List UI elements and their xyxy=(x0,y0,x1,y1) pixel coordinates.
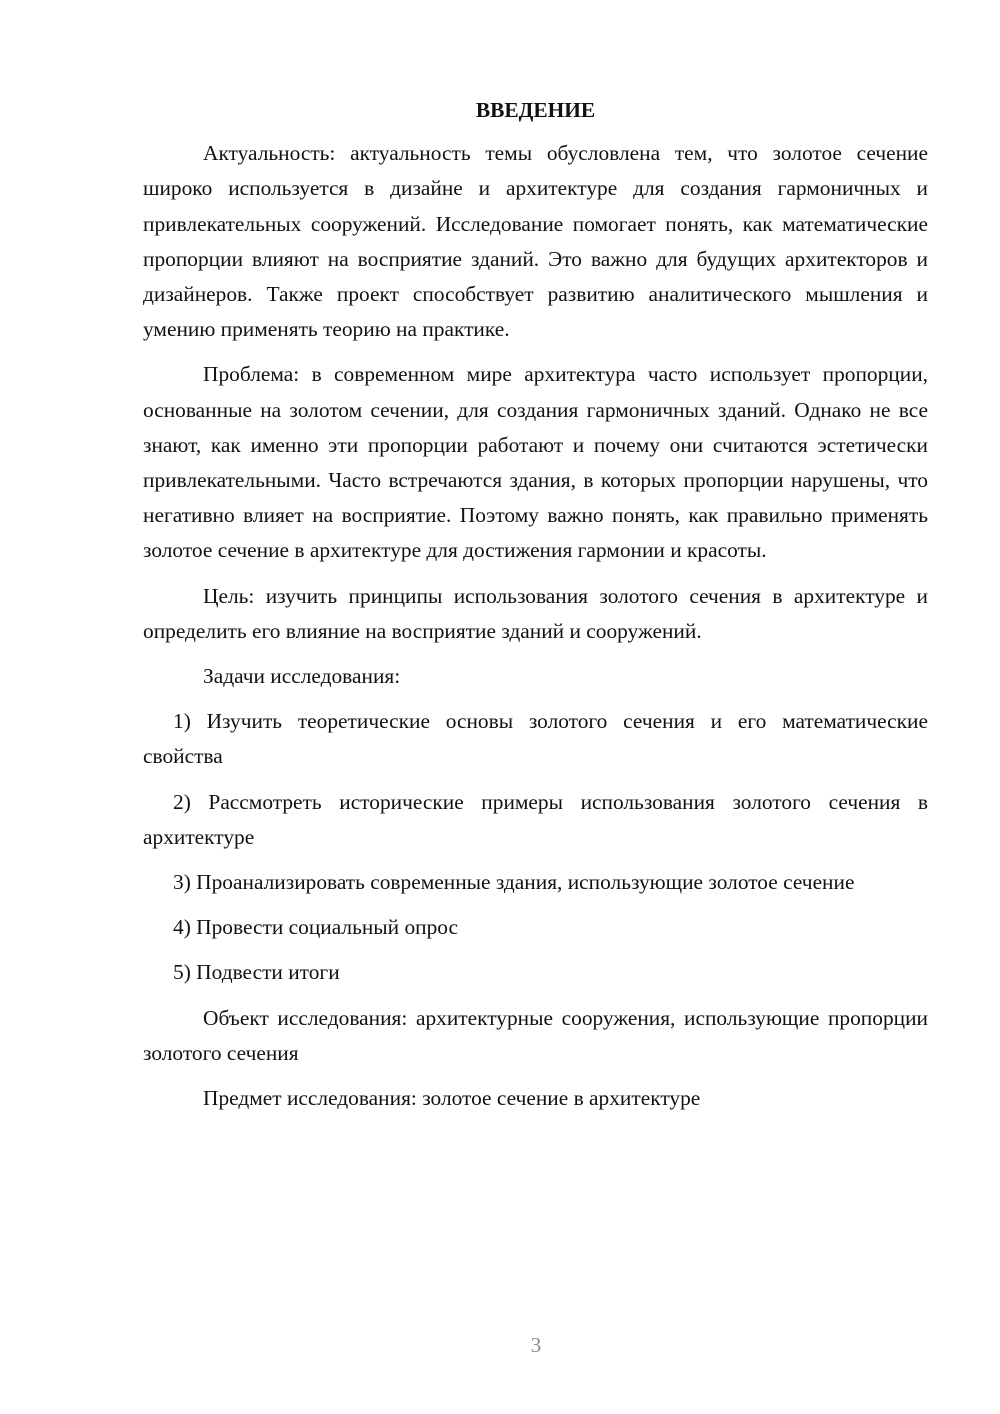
task-item: 3) Проанализировать современные здания, использующие золотое сечение xyxy=(173,870,855,895)
document-body xyxy=(143,93,928,1126)
tasks-heading: Задачи исследования: xyxy=(203,664,401,689)
task-item: 1) Изучить теоретические основы золотого сечения и его математические свойства xyxy=(143,709,928,769)
paragraph-subject: Предмет исследования: золотое сечение в архитектуре xyxy=(203,1086,701,1111)
paragraph-problem: Проблема: в современном мире архитектура часто использует пропорции, основанные на золотом сечении, для создания гармоничных зданий. Однако не все знают, как именно эти пропорции работают и почему они считаются эстетически привлекательными. Часто встречаются здания, в которых пропорции нарушены, что негативно влияет на восприятие. Поэтому важно понять, как правильно применять золотое сечение в архитектуре для достижения гармонии и красоты. xyxy=(143,362,928,563)
paragraph-object: Объект исследования: архитектурные сооружения, использующие пропорции золотого сечения xyxy=(143,1005,928,1065)
task-item: 5) Подвести итоги xyxy=(173,960,340,985)
section-title: ВВЕДЕНИЕ xyxy=(475,98,596,122)
paragraph-goal: Цель: изучить принципы использования золотого сечения в архитектуре и определить его влияние на восприятие зданий и сооружений. xyxy=(143,583,928,643)
paragraph-relevance: Актуальность: актуальность темы обусловлена тем, что золотое сечение широко используется в дизайне и архитектуре для создания гармоничных и привлекательных сооружений. Исследование помогает понять, как математические пропорции влияют на восприятие зданий. Это важно для будущих архитекторов и дизайнеров. Также проект способствует развитию аналитического мышления и умению применять теорию на практике. xyxy=(143,141,928,342)
page-number: 3 xyxy=(530,1333,542,1357)
task-item: 4) Провести социальный опрос xyxy=(173,915,459,940)
task-item: 2) Рассмотреть исторические примеры использования золотого сечения в архитектуре xyxy=(143,789,928,849)
